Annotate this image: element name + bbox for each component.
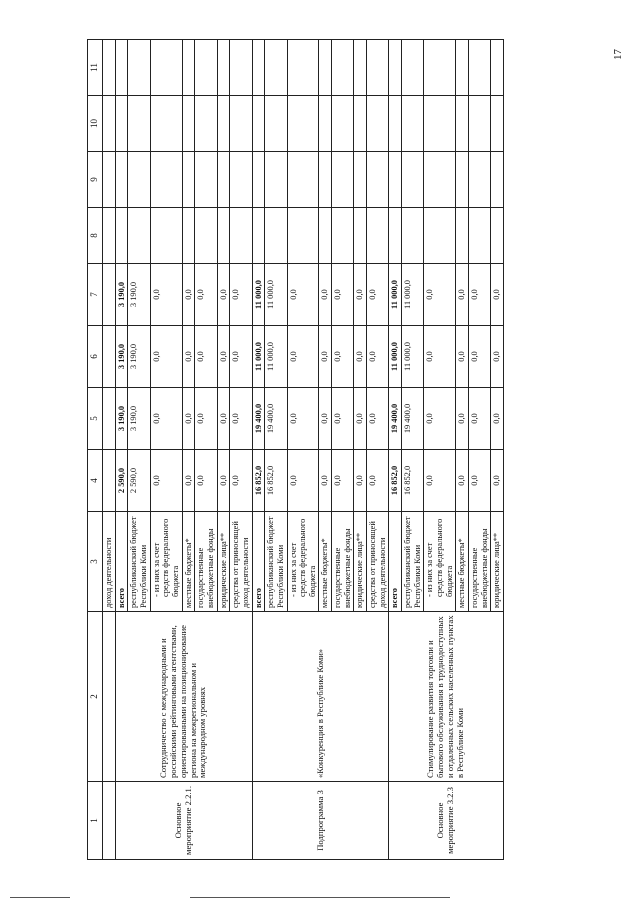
funding-source-cell: всего: [389, 512, 402, 612]
funding-source-cell: республиканский бюджет Республики Коми: [402, 512, 424, 612]
value-cell: [424, 96, 456, 152]
scan-artifact: [190, 897, 450, 898]
value-cell: [389, 40, 402, 96]
value-cell: 0,0: [469, 388, 491, 450]
value-cell: 0,0: [230, 450, 252, 512]
value-cell: [103, 208, 116, 264]
value-cell: 0,0: [456, 326, 469, 388]
funding-source-cell: средства от приносящей доход деятельности: [367, 512, 389, 612]
value-cell: 0,0: [367, 264, 389, 326]
funding-source-cell: всего: [252, 512, 265, 612]
value-cell: [402, 40, 424, 96]
program-title-cell: Стимулирование развития торговли и бытового обслуживания в труднодоступных и отдаленных сельских населенных пунктах в Республике Коми: [389, 612, 504, 782]
value-cell: [252, 152, 265, 208]
value-cell: [230, 208, 252, 264]
value-cell: [287, 152, 319, 208]
value-cell: [150, 96, 182, 152]
value-cell: 0,0: [287, 264, 319, 326]
value-cell: [491, 208, 504, 264]
value-cell: [424, 40, 456, 96]
value-cell: 16 852,0: [265, 450, 287, 512]
value-cell: [265, 208, 287, 264]
col-header: 9: [88, 152, 103, 208]
value-cell: 2 590,0: [128, 450, 150, 512]
col-header: 10: [88, 96, 103, 152]
value-cell: [115, 208, 128, 264]
value-cell: [402, 152, 424, 208]
funding-source-cell: местные бюджеты*: [319, 512, 332, 612]
value-cell: [182, 96, 195, 152]
value-cell: [456, 208, 469, 264]
value-cell: 0,0: [195, 450, 217, 512]
value-cell: 0,0: [469, 264, 491, 326]
value-cell: [265, 96, 287, 152]
value-cell: [354, 208, 367, 264]
value-cell: [217, 208, 230, 264]
value-cell: 0,0: [230, 388, 252, 450]
value-cell: 0,0: [456, 264, 469, 326]
value-cell: [103, 388, 116, 450]
funding-source-cell: местные бюджеты*: [182, 512, 195, 612]
value-cell: 0,0: [182, 264, 195, 326]
value-cell: 19 400,0: [265, 388, 287, 450]
value-cell: 11 000,0: [265, 326, 287, 388]
value-cell: [456, 152, 469, 208]
value-cell: 3 190,0: [128, 326, 150, 388]
value-cell: 0,0: [217, 450, 230, 512]
funding-source-cell: местные бюджеты*: [456, 512, 469, 612]
program-name-cell: [103, 782, 116, 860]
value-cell: 0,0: [424, 326, 456, 388]
header-row: [88, 40, 103, 860]
funding-source-cell: государственные внебюджетные фонды: [332, 512, 354, 612]
value-cell: 0,0: [230, 326, 252, 388]
program-title-cell: Сотрудничество с международными и российскими рейтинговыми агентствами, ориентированными на позиционирование региона на межрегиональном и международном уровнях: [115, 612, 252, 782]
value-cell: 0,0: [195, 264, 217, 326]
value-cell: [103, 450, 116, 512]
scan-artifact: [10, 897, 70, 898]
value-cell: 0,0: [491, 264, 504, 326]
value-cell: 0,0: [150, 450, 182, 512]
value-cell: 0,0: [319, 450, 332, 512]
col-header: 1: [88, 782, 103, 860]
funding-source-cell: республиканский бюджет Республики Коми: [265, 512, 287, 612]
value-cell: [424, 208, 456, 264]
value-cell: [252, 208, 265, 264]
value-cell: [367, 40, 389, 96]
value-cell: [252, 96, 265, 152]
value-cell: [195, 96, 217, 152]
value-cell: [389, 96, 402, 152]
value-cell: 3 190,0: [115, 326, 128, 388]
value-cell: 0,0: [182, 326, 195, 388]
value-cell: [115, 40, 128, 96]
funding-source-cell: республиканский бюджет Республики Коми: [128, 512, 150, 612]
program-title-cell: «Конкуренция в Республике Коми»: [252, 612, 389, 782]
value-cell: 0,0: [319, 326, 332, 388]
col-header: 2: [88, 612, 103, 782]
funding-source-cell: - из них за счет средств федерального бюджета: [424, 512, 456, 612]
value-cell: 0,0: [195, 388, 217, 450]
value-cell: [182, 152, 195, 208]
col-header: 8: [88, 208, 103, 264]
funding-source-cell: юридические лица**: [354, 512, 367, 612]
value-cell: [150, 152, 182, 208]
funding-source-cell: всего: [115, 512, 128, 612]
value-cell: 3 190,0: [115, 388, 128, 450]
value-cell: [332, 96, 354, 152]
value-cell: [217, 40, 230, 96]
value-cell: 3 190,0: [128, 264, 150, 326]
table-row: [103, 40, 116, 860]
value-cell: 0,0: [319, 388, 332, 450]
value-cell: 0,0: [469, 326, 491, 388]
value-cell: 0,0: [456, 388, 469, 450]
value-cell: 0,0: [195, 326, 217, 388]
value-cell: 0,0: [150, 264, 182, 326]
value-cell: [287, 208, 319, 264]
value-cell: 0,0: [150, 388, 182, 450]
funding-source-cell: средства от приносящей доход деятельности: [230, 512, 252, 612]
value-cell: [469, 152, 491, 208]
value-cell: 0,0: [424, 264, 456, 326]
value-cell: [354, 40, 367, 96]
value-cell: 11 000,0: [252, 264, 265, 326]
value-cell: [456, 96, 469, 152]
value-cell: [195, 208, 217, 264]
value-cell: [128, 208, 150, 264]
value-cell: [103, 326, 116, 388]
value-cell: [402, 208, 424, 264]
value-cell: [182, 40, 195, 96]
value-cell: [319, 40, 332, 96]
program-name-cell: Подпрограмма 3: [252, 782, 389, 860]
table-row: [115, 40, 128, 860]
value-cell: 16 852,0: [402, 450, 424, 512]
value-cell: [319, 96, 332, 152]
value-cell: [354, 96, 367, 152]
value-cell: [265, 40, 287, 96]
value-cell: [456, 40, 469, 96]
funding-source-cell: государственные внебюджетные фонды: [469, 512, 491, 612]
value-cell: [354, 152, 367, 208]
funding-source-cell: государственные внебюджетные фонды: [195, 512, 217, 612]
value-cell: 11 000,0: [389, 326, 402, 388]
program-name-cell: Основное мероприятие 2.2.1.: [115, 782, 252, 860]
value-cell: [103, 96, 116, 152]
value-cell: [150, 208, 182, 264]
value-cell: [115, 152, 128, 208]
value-cell: [230, 96, 252, 152]
value-cell: 0,0: [367, 450, 389, 512]
value-cell: 0,0: [217, 326, 230, 388]
value-cell: 11 000,0: [402, 264, 424, 326]
value-cell: 0,0: [332, 264, 354, 326]
value-cell: [332, 40, 354, 96]
value-cell: [389, 152, 402, 208]
rotated-page: [87, 40, 602, 860]
value-cell: 19 400,0: [402, 388, 424, 450]
value-cell: 0,0: [354, 326, 367, 388]
col-header: 3: [88, 512, 103, 612]
table-row: [389, 40, 402, 860]
value-cell: 0,0: [332, 388, 354, 450]
value-cell: 0,0: [230, 264, 252, 326]
value-cell: [402, 96, 424, 152]
value-cell: 19 400,0: [252, 388, 265, 450]
value-cell: [128, 40, 150, 96]
value-cell: [128, 96, 150, 152]
value-cell: 0,0: [332, 326, 354, 388]
table-row: [252, 40, 265, 860]
value-cell: [128, 152, 150, 208]
value-cell: 0,0: [319, 264, 332, 326]
value-cell: 0,0: [424, 388, 456, 450]
value-cell: [287, 96, 319, 152]
value-cell: [217, 152, 230, 208]
value-cell: [103, 40, 116, 96]
value-cell: [182, 208, 195, 264]
value-cell: [287, 40, 319, 96]
value-cell: 0,0: [287, 388, 319, 450]
col-header: 4: [88, 450, 103, 512]
col-header: 11: [88, 40, 103, 96]
value-cell: 11 000,0: [389, 264, 402, 326]
value-cell: 0,0: [182, 450, 195, 512]
funding-source-cell: - из них за счет средств федерального бюджета: [150, 512, 182, 612]
value-cell: 0,0: [287, 450, 319, 512]
value-cell: [217, 96, 230, 152]
value-cell: 0,0: [367, 326, 389, 388]
value-cell: [195, 40, 217, 96]
value-cell: [103, 152, 116, 208]
value-cell: 11 000,0: [402, 326, 424, 388]
value-cell: [469, 40, 491, 96]
value-cell: [150, 40, 182, 96]
funding-source-cell: - из них за счет средств федерального бюджета: [287, 512, 319, 612]
value-cell: [367, 152, 389, 208]
col-header: 5: [88, 388, 103, 450]
funding-source-cell: доход деятельности: [103, 512, 116, 612]
value-cell: 16 852,0: [389, 450, 402, 512]
col-header: 6: [88, 326, 103, 388]
value-cell: 0,0: [150, 326, 182, 388]
value-cell: 0,0: [217, 264, 230, 326]
col-header: 7: [88, 264, 103, 326]
value-cell: [491, 40, 504, 96]
value-cell: [195, 152, 217, 208]
value-cell: [230, 40, 252, 96]
value-cell: 0,0: [456, 450, 469, 512]
value-cell: [230, 152, 252, 208]
value-cell: 0,0: [491, 388, 504, 450]
value-cell: 0,0: [469, 450, 491, 512]
value-cell: 19 400,0: [389, 388, 402, 450]
value-cell: [332, 208, 354, 264]
program-name-cell: Основное мероприятие 3.2.3: [389, 782, 504, 860]
funding-source-cell: юридические лица**: [217, 512, 230, 612]
value-cell: [103, 264, 116, 326]
value-cell: 16 852,0: [252, 450, 265, 512]
budget-table: [87, 39, 504, 860]
program-title-cell: [103, 612, 116, 782]
value-cell: 11 000,0: [252, 326, 265, 388]
value-cell: [332, 152, 354, 208]
value-cell: [491, 96, 504, 152]
value-cell: [265, 152, 287, 208]
value-cell: 0,0: [332, 450, 354, 512]
value-cell: [367, 208, 389, 264]
value-cell: 0,0: [491, 450, 504, 512]
value-cell: 0,0: [354, 388, 367, 450]
value-cell: 0,0: [424, 450, 456, 512]
funding-source-cell: юридические лица**: [491, 512, 504, 612]
value-cell: 0,0: [354, 450, 367, 512]
value-cell: [367, 96, 389, 152]
value-cell: 0,0: [182, 388, 195, 450]
value-cell: 0,0: [354, 264, 367, 326]
value-cell: 11 000,0: [265, 264, 287, 326]
value-cell: [115, 96, 128, 152]
value-cell: 2 590,0: [115, 450, 128, 512]
value-cell: 3 190,0: [115, 264, 128, 326]
value-cell: [389, 208, 402, 264]
value-cell: [319, 208, 332, 264]
value-cell: 0,0: [367, 388, 389, 450]
value-cell: [424, 152, 456, 208]
value-cell: [319, 152, 332, 208]
value-cell: 0,0: [217, 388, 230, 450]
table-body: [103, 40, 504, 860]
value-cell: [491, 152, 504, 208]
value-cell: 0,0: [287, 326, 319, 388]
value-cell: [469, 208, 491, 264]
value-cell: 3 190,0: [128, 388, 150, 450]
page-number: 17: [612, 49, 624, 60]
value-cell: 0,0: [491, 326, 504, 388]
value-cell: [469, 96, 491, 152]
value-cell: [252, 40, 265, 96]
